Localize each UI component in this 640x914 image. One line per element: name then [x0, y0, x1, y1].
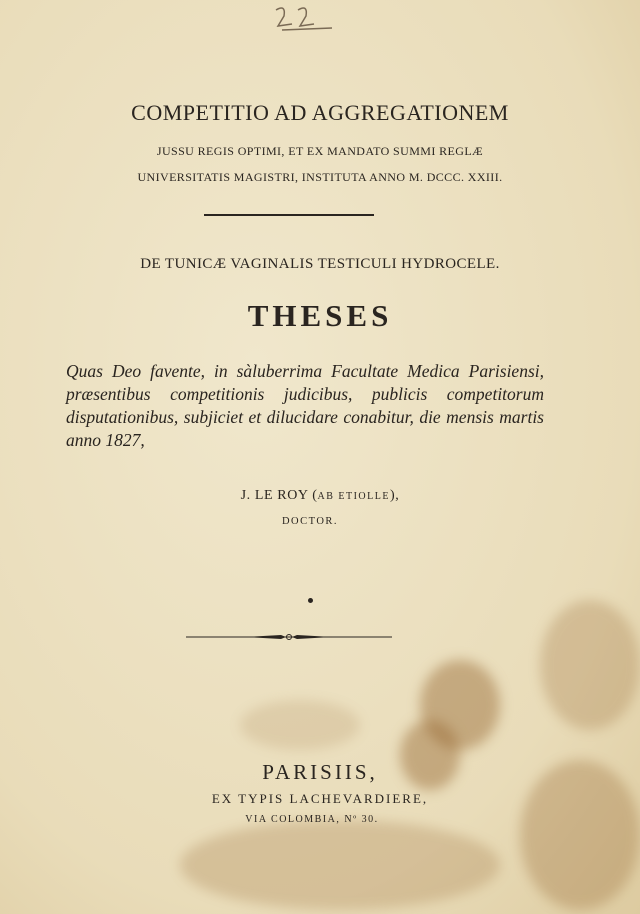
- topic: DE TUNICÆ VAGINALIS TESTICULI HYDROCELE.: [140, 256, 500, 272]
- paragraph: [66, 360, 544, 452]
- subtitle-line-1: JUSSU REGIS OPTIMI, ET EX MANDATO SUMMI REGLÆ: [156, 144, 484, 158]
- author-origin: AB ETIOLLE: [317, 491, 390, 502]
- stain: [540, 600, 640, 730]
- author-name: J. LE ROY (: [240, 488, 318, 503]
- ink-dot: [308, 598, 313, 603]
- ornament-rule: [186, 632, 392, 642]
- divider-rule: [204, 214, 374, 216]
- stain: [240, 700, 360, 750]
- author: [0, 488, 640, 504]
- author-title: DOCTOR.: [281, 516, 339, 527]
- city: PARISIIS,: [262, 760, 378, 784]
- subtitle-line-2: UNIVERSITATIS MAGISTRI, INSTITUTA ANNO M. DCCC. XXIII.: [137, 170, 503, 184]
- stain: [180, 820, 500, 910]
- heading: THESES: [247, 298, 393, 333]
- author-close: ),: [389, 488, 400, 503]
- paragraph-text: Quas Deo favente, in sàluberrima Facultate Medica Parisiensi, præsentibus competitionis judicibus, publicis competitorum disputationibus, subjiciet et dilucidare conabitur, die mensis martis anno 1827,: [66, 361, 544, 450]
- address: VIA COLOMBIA, Nº 30.: [245, 814, 379, 825]
- printer: EX TYPIS LACHEVARDIERE,: [211, 791, 429, 806]
- handwritten-mark: [268, 2, 338, 32]
- title: COMPETITIO AD AGGREGATIONEM: [131, 100, 509, 125]
